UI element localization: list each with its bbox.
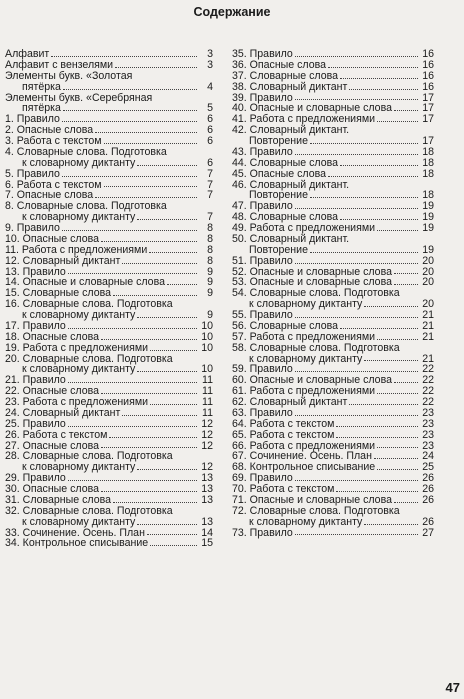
toc-entry-title: пятёрка [22,80,61,93]
dot-leader [295,371,418,372]
toc-entry-page: 6 [207,156,213,169]
dot-leader [295,317,418,318]
dot-leader [101,491,197,492]
dot-leader [95,132,197,133]
toc-entry-title: 55. Правило [232,309,293,321]
dot-leader [340,328,418,329]
toc-entry-page: 8 [207,232,213,245]
toc-entry-title: 17. Правило [5,319,66,332]
dot-leader [377,121,418,122]
toc-entry-title: к словарному диктанту [22,515,136,528]
toc-entry-page: 19 [422,222,434,234]
dot-leader [295,154,418,155]
toc-entry-title: 39. Правило [232,91,293,104]
dot-leader [63,89,197,90]
toc-entry-title-line: 20. Словарные слова. Подготовка [5,352,173,365]
dot-leader [68,328,197,329]
toc-entry [5,93,213,115]
toc-entry-title: 29. Правило [5,472,66,485]
dot-leader [364,306,418,307]
toc-entry-title: 68. Контрольное списывание [232,461,376,474]
dot-leader [68,426,197,427]
toc-entry-page: 11 [202,406,213,419]
toc-entry-title-line: 4. Словарные слова. Подготовка [5,145,167,158]
toc-entry-page: 27 [422,526,434,539]
toc-entry-title: 26. Работа с текстом [5,428,108,441]
toc-entry-title-line: 46. Словарный диктант. [232,178,350,191]
toc-entry-title-line: 32. Словарные слова. Подготовка [5,504,173,517]
toc-entry [232,430,434,441]
toc-entry-page: 11 [202,374,213,387]
dot-leader [394,273,418,274]
toc-entry-page: 21 [422,330,434,343]
toc-entry [232,419,434,430]
toc-entry-title: 48. Словарные слова [232,211,338,224]
dot-leader [340,219,418,220]
dot-leader [115,67,197,68]
dot-leader [122,263,197,264]
toc-entry-title: к словарному диктанту [249,515,363,528]
toc-entry-title: к словарному диктанту [249,298,363,311]
toc-entry-page: 14 [201,526,213,539]
toc-left-column [5,49,213,549]
toc-entry-title-line: 54. Словарные слова. Подготовка [232,287,400,300]
toc-entry-title: 31. Словарные слова [5,493,111,506]
toc-entry-title-line: 58. Словарные слова. Подготовка [232,341,400,354]
toc-entry [232,343,434,365]
toc-entry-title-line: 72. Словарные слова. Подготовка [232,504,400,517]
dot-leader [310,197,418,198]
toc-entry-page: 9 [207,276,213,289]
dot-leader [349,404,418,405]
toc-entry-page: 18 [422,156,434,169]
dot-leader [122,415,197,416]
toc-entry [5,147,213,169]
toc-entry-title-line: 16. Словарные слова. Подготовка [5,298,173,311]
toc-entry [5,506,213,528]
toc-entry-page: 6 [207,135,213,147]
toc-entry-page: 9 [207,309,213,321]
toc-entry-page: 10 [201,319,213,332]
dot-leader [340,78,418,79]
toc-entry-title: 64. Работа с текстом [232,417,335,430]
toc-entry-page: 8 [207,254,213,267]
dot-leader [137,469,197,470]
toc-entry-title: 21. Правило [5,374,66,387]
toc-entry-page: 8 [207,243,213,256]
toc-entry-title: 53. Опасные и словарные слова [232,276,392,289]
dot-leader [349,89,418,90]
toc-entry-title: 9. Правило [5,222,60,234]
dot-leader [104,143,197,144]
toc-entry-page: 20 [422,298,434,311]
toc-entry-title: 5. Правило [5,167,60,180]
toc-entry-title-line: Элементы букв. «Золотая [5,69,133,82]
toc-entry-title: 71. Опасные и словарные слова [232,493,392,506]
dot-leader [62,121,197,122]
dot-leader [310,143,418,144]
dot-leader [137,165,197,166]
toc-entry-page: 23 [422,417,434,430]
toc-entry-title: 40. Опасные и словарные слова [232,102,392,115]
toc-entry-page: 11 [202,385,213,398]
dot-leader [295,263,418,264]
toc-entry-page: 13 [201,472,213,485]
toc-entry-title: 52. Опасные и словарные слова [232,265,392,278]
toc-entry-title-line: 50. Словарный диктант. [232,232,350,245]
dot-leader [101,447,197,448]
toc-entry-title: 12. Словарный диктант [5,254,121,267]
toc-entry [5,332,213,343]
dot-leader [377,339,418,340]
toc-entry-title: 63. Правило [232,406,293,419]
dot-leader [150,350,197,351]
dot-leader [62,230,197,231]
toc-entry [5,354,213,376]
toc-entry-title: 66. Работа с предложениями [232,439,376,452]
toc-entry [232,169,434,180]
toc-entry-title: 2. Опасные слова [5,124,94,137]
toc-entry-title: 47. Правило [232,200,293,213]
toc-entry-title: 34. Контрольное списывание [5,537,149,550]
toc-entry-title: 33. Сочинение. Осень. План [5,526,145,539]
toc-entry-title: 11. Работа с предложениями [5,243,148,256]
toc-entry-page: 13 [201,483,213,495]
toc-entry-title: 65. Работа с текстом [232,428,335,441]
toc-entry-page: 12 [201,417,213,430]
toc-entry-title: 22. Опасные слова [5,385,100,398]
dot-leader [377,447,418,448]
toc-entry-title: 6. Работа с текстом [5,178,102,191]
toc-entry-page: 20 [422,254,434,267]
toc-entry-title: 62. Словарный диктант [232,396,348,408]
toc-entry-page: 26 [422,515,434,528]
toc-entry [5,430,213,441]
toc-entry-title: 23. Работа с предложениями [5,396,149,408]
dot-leader [51,56,197,57]
dot-leader [68,273,197,274]
dot-leader [109,437,197,438]
toc-entry [5,245,213,256]
toc-entry-title: 15. Словарные слова [5,287,111,300]
dot-leader [101,241,197,242]
dot-leader [336,437,418,438]
toc-entry-page: 12 [201,461,213,474]
toc-entry-page: 11 [202,396,213,408]
toc-entry [5,169,213,180]
dot-leader [394,382,418,383]
toc-entry-page: 6 [207,113,213,126]
toc-entry-page: 7 [207,178,213,191]
toc-entry-title: 3. Работа с текстом [5,135,102,147]
toc-entry-page: 22 [422,374,434,387]
dot-leader [167,284,197,285]
toc-entry-title: 70. Работа с текстом [232,483,335,495]
toc-entry-page: 17 [422,113,434,126]
toc-entry-title: Алфавит с вензелями [5,58,114,71]
dot-leader [137,371,197,372]
dot-leader [149,252,197,253]
toc-entry-page: 3 [207,58,213,71]
dot-leader [295,415,418,416]
toc-entry-page: 26 [422,483,434,495]
toc-entry-title: Повторение [249,243,308,256]
toc-entry-title: 51. Правило [232,254,293,267]
toc-entry-page: 23 [422,406,434,419]
toc-entry-page: 9 [207,287,213,300]
toc-entry-title: 41. Работа с предложениями [232,113,376,126]
toc-entry [5,201,213,223]
dot-leader [394,284,418,285]
toc-entry-page: 19 [422,243,434,256]
dot-leader [137,219,197,220]
dot-leader [95,197,197,198]
toc-entry-page: 10 [201,341,213,354]
toc-entry-title: 59. Правило [232,363,293,376]
dot-leader [340,165,418,166]
toc-entry-title: 7. Опасные слова [5,189,94,202]
dot-leader [101,339,197,340]
toc-entry-page: 6 [207,124,213,137]
dot-leader [364,524,418,525]
toc-entry-page: 3 [207,48,213,60]
toc-entry-title: 30. Опасные слова [5,483,100,495]
dot-leader [113,295,197,296]
toc-entry-title: 67. Сочинение. Осень. План [232,450,372,463]
toc-entry [232,256,434,267]
toc-entry-page: 13 [201,515,213,528]
toc-entry-page: 22 [422,385,434,398]
toc-entry-page: 10 [201,363,213,376]
toc-entry-page: 24 [422,450,434,463]
dot-leader [328,176,418,177]
dot-leader [295,99,418,100]
toc-entry [232,158,434,169]
toc-entry-page: 23 [422,428,434,441]
dot-leader [394,110,418,111]
toc-entry-page: 21 [422,319,434,332]
toc-entry [232,528,434,539]
toc-entry-title: 24. Словарный диктант [5,406,121,419]
toc-entry-page: 13 [201,493,213,506]
toc-entry [5,451,213,473]
toc-entry-page: 12 [201,428,213,441]
toc-entry-title: 25. Правило [5,417,66,430]
toc-entry-page: 8 [207,222,213,234]
toc-entry-page: 21 [422,309,434,321]
toc-entry-title: 1. Правило [5,113,60,126]
toc-entry [232,82,434,93]
toc-entry [232,180,434,202]
dot-leader [104,186,197,187]
toc-entry-page: 5 [207,102,213,115]
toc-right-column [232,49,434,538]
toc-entry-title: 27. Опасные слова [5,439,100,452]
toc-entry-page: 17 [422,102,434,115]
toc-entry-title: 13. Правило [5,265,66,278]
page-title: Содержание [193,5,271,19]
toc-entry [5,299,213,321]
toc-entry [232,71,434,82]
dot-leader [62,176,197,177]
toc-entry-page: 25 [422,461,434,474]
dot-leader [68,382,197,383]
dot-leader [377,393,418,394]
toc-entry [5,419,213,430]
toc-entry-page: 7 [207,167,213,180]
toc-entry [232,234,434,256]
toc-entry-title-line: 8. Словарные слова. Подготовка [5,200,167,213]
dot-leader [295,480,418,481]
dot-leader [101,393,197,394]
toc-entry-title: к словарному диктанту [22,211,136,224]
toc-entry-page: 18 [422,145,434,158]
toc-entry-title: 18. Опасные слова [5,330,100,343]
dot-leader [295,534,418,535]
toc-entry-title: к словарному диктанту [22,309,136,321]
dot-leader [377,469,418,470]
toc-entry-page: 22 [422,396,434,408]
dot-leader [374,458,418,459]
toc-entry-page: 19 [422,200,434,213]
dot-leader [150,545,197,546]
toc-entry-title: Повторение [249,189,308,202]
toc-entry-title: 14. Опасные и словарные слова [5,276,165,289]
toc-entry-page: 10 [201,330,213,343]
dot-leader [147,534,197,535]
toc-entry-title: 56. Словарные слова [232,319,338,332]
dot-leader [310,252,418,253]
dot-leader [295,208,418,209]
toc-entry-title-line: Элементы букв. «Серебряная [5,91,153,104]
toc-entry-page: 12 [201,439,213,452]
page-number: 47 [445,680,460,695]
dot-leader [150,404,197,405]
dot-leader [336,491,418,492]
toc-entry-title: 73. Правило [232,526,293,539]
toc-entry-page: 20 [422,265,434,278]
toc-entry-page: 4 [207,80,213,93]
toc-entry-title: 69. Правило [232,472,293,485]
toc-entry [232,288,434,310]
toc-entry-title: 57. Работа с предложениями [232,330,376,343]
toc-entry-title-line: 28. Словарные слова. Подготовка [5,450,173,463]
toc-entry-title: 37. Словарные слова [232,69,338,82]
toc-entry-page: 7 [207,189,213,202]
toc-entry-title: 38. Словарный диктант [232,80,348,93]
toc-entry-title: 60. Опасные и словарные слова [232,374,392,387]
toc-entry-page: 19 [422,211,434,224]
toc-entry-title: 61. Работа с предложениями [232,385,376,398]
toc-entry-page: 18 [422,189,434,202]
toc-entry-page: 26 [422,472,434,485]
toc-entry-page: 20 [422,276,434,289]
toc-entry-page: 18 [422,167,434,180]
toc-entry-title: Повторение [249,135,308,147]
toc-entry-title: 43. Правило [232,145,293,158]
toc-entry-title: к словарному диктанту [22,156,136,169]
toc-entry-page: 23 [422,439,434,452]
toc-entry-title: Алфавит [5,48,50,60]
toc-entry-page: 17 [422,135,434,147]
toc-entry-page: 16 [422,58,434,71]
dot-leader [377,230,418,231]
dot-leader [364,360,418,361]
toc-entry [232,332,434,343]
toc-entry-title: к словарному диктанту [22,363,136,376]
toc-entry-title: 36. Опасные слова [232,58,327,71]
toc-entry-page: 16 [422,80,434,93]
toc-entry-title: 19. Работа с предложениями [5,341,149,354]
toc-entry-page: 16 [422,48,434,60]
dot-leader [68,480,197,481]
toc-entry-page: 16 [422,69,434,82]
toc-entry [5,256,213,267]
toc-entry-page: 7 [207,211,213,224]
dot-leader [295,56,418,57]
toc-entry [232,506,434,528]
toc-entry [5,538,213,549]
dot-leader [137,317,197,318]
dot-leader [394,502,418,503]
toc-entry [5,71,213,93]
toc-entry-title: пятёрка [22,102,61,115]
toc-entry-title: 35. Правило [232,48,293,60]
dot-leader [336,426,418,427]
dot-leader [113,502,197,503]
toc-entry-page: 26 [422,493,434,506]
toc-entry-title: к словарному диктанту [249,352,363,365]
toc-entry [5,343,213,354]
dot-leader [63,110,197,111]
toc-entry-title: 45. Опасные слова [232,167,327,180]
toc-entry-title: 44. Словарные слова [232,156,338,169]
toc-entry-title: 10. Опасные слова [5,232,100,245]
toc-entry-title: 49. Работа с предложениями [232,222,376,234]
toc-entry-page: 21 [422,352,434,365]
toc-entry-title-line: 42. Словарный диктант. [232,124,350,137]
toc-entry [232,125,434,147]
toc-entry-page: 17 [422,91,434,104]
dot-leader [137,524,197,525]
toc-entry-page: 15 [201,537,213,550]
toc-entry-page: 9 [207,265,213,278]
toc-entry-title: к словарному диктанту [22,461,136,474]
dot-leader [328,67,418,68]
toc-entry-page: 22 [422,363,434,376]
